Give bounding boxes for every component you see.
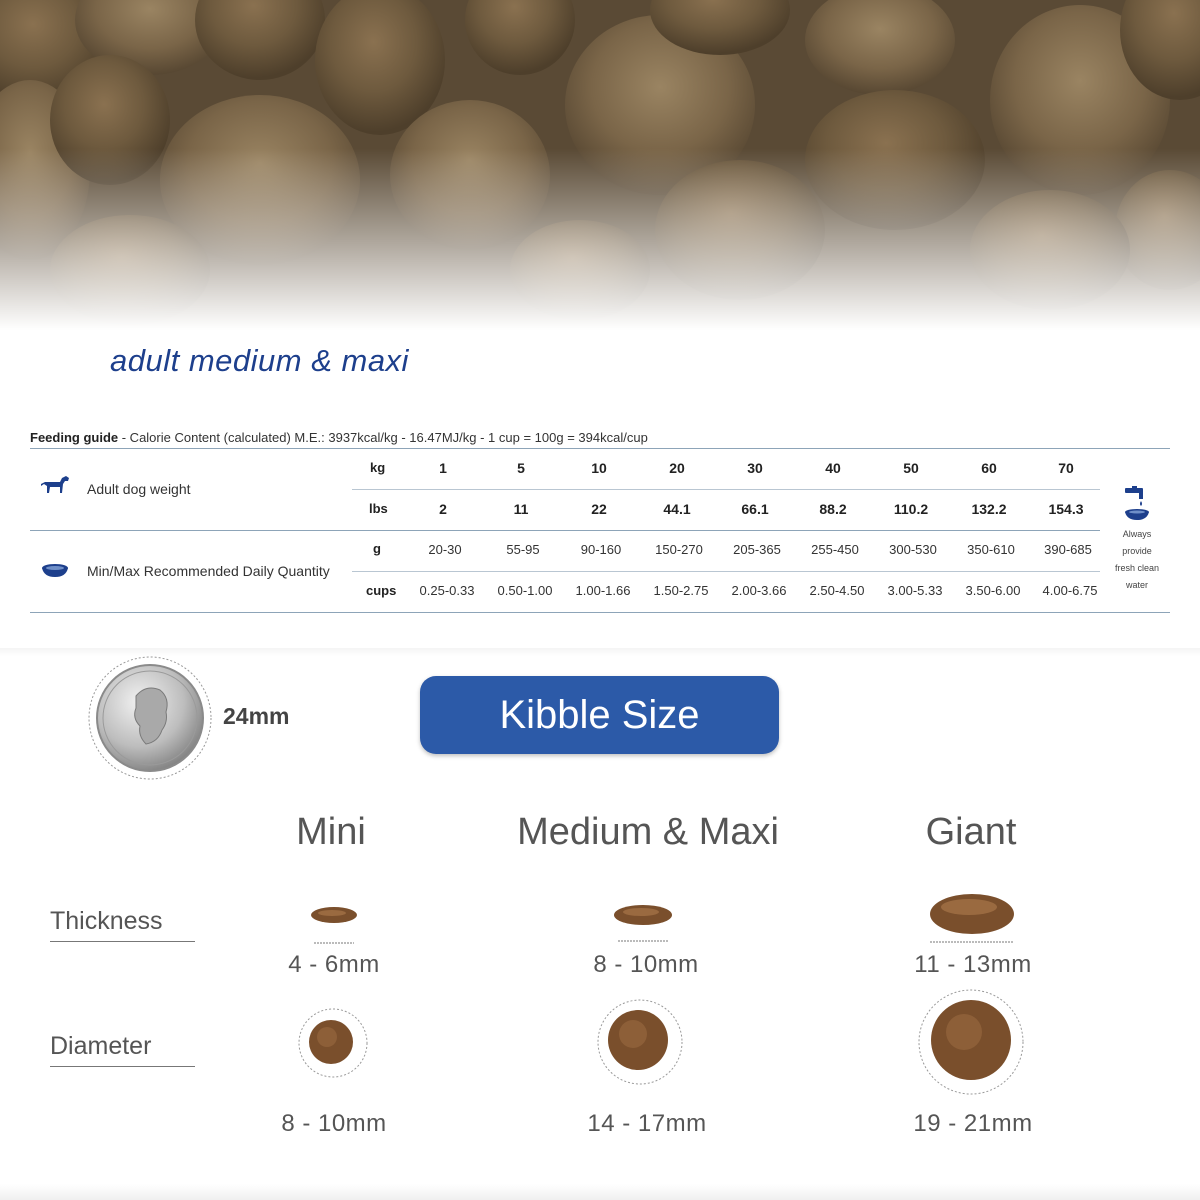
- cups-cell: 3.50-6.00: [965, 583, 1021, 598]
- grams-cell: 350-610: [967, 542, 1015, 557]
- lbs-cell: 154.3: [1048, 501, 1084, 517]
- lbs-cell: 44.1: [663, 501, 691, 517]
- medium-maxi-thickness-value: 8 - 10mm: [593, 951, 699, 978]
- coin-size-label: 24mm: [223, 703, 290, 729]
- grams-cell: 150-270: [655, 542, 703, 557]
- bowl-icon: [40, 563, 70, 584]
- water-note-line: water: [1125, 580, 1148, 590]
- kg-cell: 5: [517, 460, 525, 476]
- water-note: [1108, 526, 1166, 594]
- section-band: [0, 648, 1200, 656]
- cups-cell: 1.00-1.66: [575, 583, 631, 598]
- mini-thickness-kibble: [308, 905, 360, 950]
- grams-cell: 90-160: [580, 542, 622, 557]
- water-tap-icon: [1122, 486, 1152, 527]
- diameter-label: Diameter: [50, 1032, 152, 1060]
- quarter-coin-image: [88, 656, 212, 780]
- grams-cell: 20-30: [428, 542, 462, 557]
- grams-cell: 255-450: [811, 542, 859, 557]
- row-divider: [352, 489, 1100, 490]
- thickness-underline: [50, 941, 195, 942]
- cups-cell: 0.25-0.33: [419, 583, 475, 598]
- medium-maxi-thickness-kibble: [612, 903, 674, 948]
- thickness-label: Thickness: [50, 907, 163, 935]
- kg-cell: 30: [747, 460, 763, 476]
- feeding-guide-heading: [30, 430, 648, 445]
- bottom-band: [0, 1184, 1200, 1200]
- lbs-cell: 88.2: [819, 501, 847, 517]
- kg-cell: 50: [903, 460, 919, 476]
- cups-cell: 2.00-3.66: [731, 583, 787, 598]
- unit-cups: cups: [366, 583, 397, 598]
- kibble-hero-image: [0, 0, 1200, 330]
- lbs-cell: 22: [591, 501, 607, 517]
- cups-cell: 0.50-1.00: [497, 583, 553, 598]
- mini-diameter-value: 8 - 10mm: [281, 1110, 387, 1137]
- kg-cell: 1: [439, 460, 447, 476]
- adult-dog-weight-label: Adult dog weight: [87, 481, 191, 497]
- giant-diameter-kibble: [912, 988, 1030, 1101]
- unit-g: g: [373, 541, 381, 556]
- kibble-size-banner: Kibble Size: [420, 676, 779, 754]
- kg-cell: 60: [981, 460, 997, 476]
- water-note-line: fresh clean: [1114, 563, 1160, 573]
- giant-thickness-kibble: [926, 892, 1018, 949]
- water-note-line: Always provide: [1122, 529, 1152, 556]
- diameter-underline: [50, 1066, 195, 1067]
- calorie-content: - Calorie Content (calculated) M.E.: 3937kcal/kg - 16.47MJ/kg - 1 cup = 100g = 394kcal/cup: [118, 430, 648, 445]
- section-divider: [30, 530, 1100, 531]
- dog-icon: [40, 474, 70, 501]
- cups-cell: 3.00-5.33: [887, 583, 943, 598]
- lbs-cell: 66.1: [741, 501, 769, 517]
- grams-cell: 390-685: [1044, 542, 1092, 557]
- unit-lbs: lbs: [369, 501, 388, 516]
- giant-thickness-value: 11 - 13mm: [914, 951, 1032, 978]
- grams-cell: 205-365: [733, 542, 781, 557]
- medium-maxi-diameter-value: 14 - 17mm: [587, 1110, 707, 1137]
- cups-cell: 2.50-4.50: [809, 583, 865, 598]
- mini-diameter-kibble: [297, 1007, 369, 1084]
- kg-cell: 20: [669, 460, 685, 476]
- size-heading-medium-maxi: Medium & Maxi: [517, 811, 779, 853]
- grams-cell: 55-95: [506, 542, 540, 557]
- cups-cell: 4.00-6.75: [1042, 583, 1098, 598]
- grams-cell: 300-530: [889, 542, 937, 557]
- product-title: adult medium & maxi: [110, 343, 409, 378]
- daily-quantity-label: Min/Max Recommended Daily Quantity: [87, 563, 330, 579]
- medium-maxi-diameter-kibble: [596, 998, 684, 1091]
- size-heading-mini: Mini: [296, 811, 366, 853]
- feeding-guide-title: Feeding guide: [30, 430, 119, 445]
- lbs-cell: 2: [439, 501, 447, 517]
- cups-cell: 1.50-2.75: [653, 583, 709, 598]
- mini-thickness-value: 4 - 6mm: [288, 951, 380, 978]
- giant-diameter-value: 19 - 21mm: [913, 1110, 1033, 1137]
- kg-cell: 10: [591, 460, 607, 476]
- lbs-cell: 11: [513, 501, 529, 517]
- guide-top-rule: [30, 448, 1170, 449]
- unit-kg: kg: [370, 460, 386, 475]
- row-divider: [352, 571, 1100, 572]
- kg-cell: 70: [1058, 460, 1074, 476]
- size-heading-giant: Giant: [925, 811, 1017, 853]
- lbs-cell: 132.2: [971, 501, 1007, 517]
- kg-cell: 40: [825, 460, 841, 476]
- guide-bottom-rule: [30, 612, 1170, 613]
- lbs-cell: 110.2: [893, 501, 929, 517]
